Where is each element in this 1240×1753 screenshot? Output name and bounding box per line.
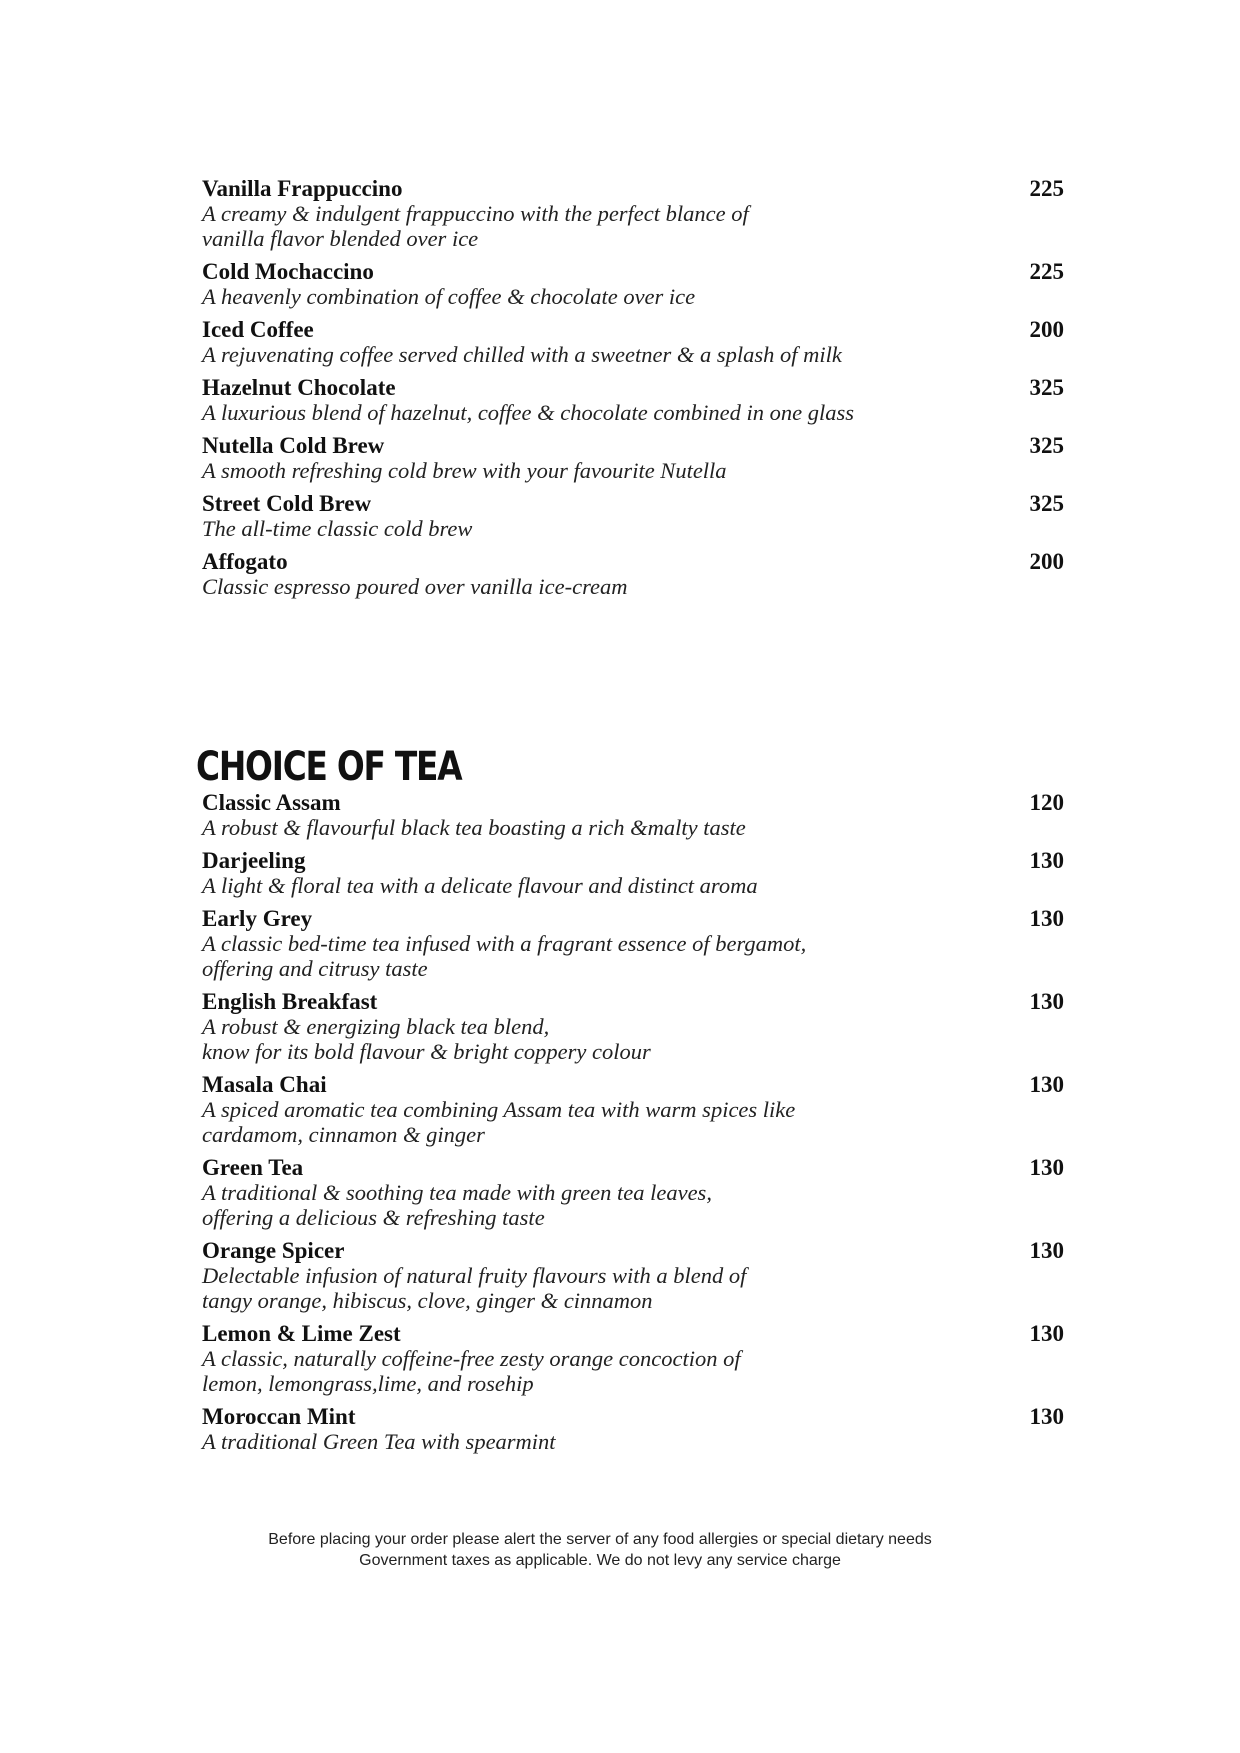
item-name: Nutella Cold Brew [202,433,385,458]
menu-item [202,906,1074,981]
item-description: A rejuvenating coffee served chilled with a sweetner & a splash of milk [202,342,842,367]
item-name: Affogato [202,549,288,574]
item-name: Darjeeling [202,848,306,873]
item-description: A traditional Green Tea with spearmint [202,1429,556,1454]
item-description: A robust & flavourful black tea boasting a rich &malty taste [202,815,746,840]
menu-item [202,1155,1074,1230]
item-price: 130 [1029,1238,1064,1263]
tea-section-title: CHOICE OF TEA [196,744,462,790]
menu-item [202,317,1074,367]
tax-notice: Government taxes as applicable. We do not levy any service charge [359,1552,841,1569]
menu-item [202,1072,1074,1147]
item-description: A spiced aromatic tea combining Assam tea with warm spices like cardamom, cinnamon & ginger [202,1097,796,1147]
item-price: 130 [1029,1404,1064,1429]
menu-item [202,790,1074,840]
menu-item [202,1321,1074,1396]
item-description: A classic bed-time tea infused with a fragrant essence of bergamot, offering and citrusy taste [202,931,807,981]
item-price: 225 [1029,259,1064,284]
item-description: A classic, naturally coffeine-free zesty orange concoction of lemon, lemongrass,lime, and rosehip [202,1346,741,1396]
item-name: Green Tea [202,1155,304,1180]
item-name: Orange Spicer [202,1238,345,1263]
item-description: A light & floral tea with a delicate flavour and distinct aroma [202,873,758,898]
item-price: 130 [1029,906,1064,931]
item-description: A heavenly combination of coffee & chocolate over ice [202,284,696,309]
item-price: 130 [1029,1155,1064,1180]
item-price: 120 [1029,790,1064,815]
item-price: 130 [1029,1072,1064,1097]
item-price: 130 [1029,1321,1064,1346]
item-name: Iced Coffee [202,317,314,342]
menu-item [202,549,1074,599]
menu-item [202,1238,1074,1313]
item-price: 130 [1029,848,1064,873]
item-price: 325 [1029,375,1064,400]
item-name: Street Cold Brew [202,491,372,516]
menu-item [202,491,1074,541]
menu-item [202,848,1074,898]
item-description: A smooth refreshing cold brew with your favourite Nutella [202,458,727,483]
item-description: A traditional & soothing tea made with green tea leaves, offering a delicious & refreshing taste [202,1180,712,1230]
item-price: 130 [1029,989,1064,1014]
menu-item [202,433,1074,483]
item-price: 225 [1029,176,1064,201]
item-price: 325 [1029,491,1064,516]
item-name: Masala Chai [202,1072,327,1097]
item-description: A robust & energizing black tea blend, know for its bold flavour & bright coppery colour [202,1014,651,1064]
item-name: Classic Assam [202,790,341,815]
cold-beverages-section [202,176,1074,607]
menu-item [202,989,1074,1064]
menu-item [202,1404,1074,1454]
tea-section [202,790,1074,1462]
item-name: Early Grey [202,906,313,931]
item-price: 325 [1029,433,1064,458]
item-description: The all-time classic cold brew [202,516,473,541]
item-price: 200 [1029,549,1064,574]
item-name: Hazelnut Chocolate [202,375,396,400]
item-name: Vanilla Frappuccino [202,176,403,201]
item-name: Cold Mochaccino [202,259,374,284]
item-description: Classic espresso poured over vanilla ice-cream [202,574,628,599]
item-name: English Breakfast [202,989,378,1014]
menu-item [202,375,1074,425]
allergy-notice: Before placing your order please alert the server of any food allergies or special dietary needs [268,1531,932,1548]
menu-item [202,176,1074,251]
item-description: A creamy & indulgent frappuccino with the perfect blance of vanilla flavor blended over ice [202,201,749,251]
item-price: 200 [1029,317,1064,342]
menu-footer-notice [0,1529,1200,1571]
menu-item [202,259,1074,309]
item-description: A luxurious blend of hazelnut, coffee & chocolate combined in one glass [202,400,854,425]
item-name: Lemon & Lime Zest [202,1321,401,1346]
item-name: Moroccan Mint [202,1404,356,1429]
item-description: Delectable infusion of natural fruity flavours with a blend of tangy orange, hibiscus, clove, ginger & cinnamon [202,1263,747,1313]
